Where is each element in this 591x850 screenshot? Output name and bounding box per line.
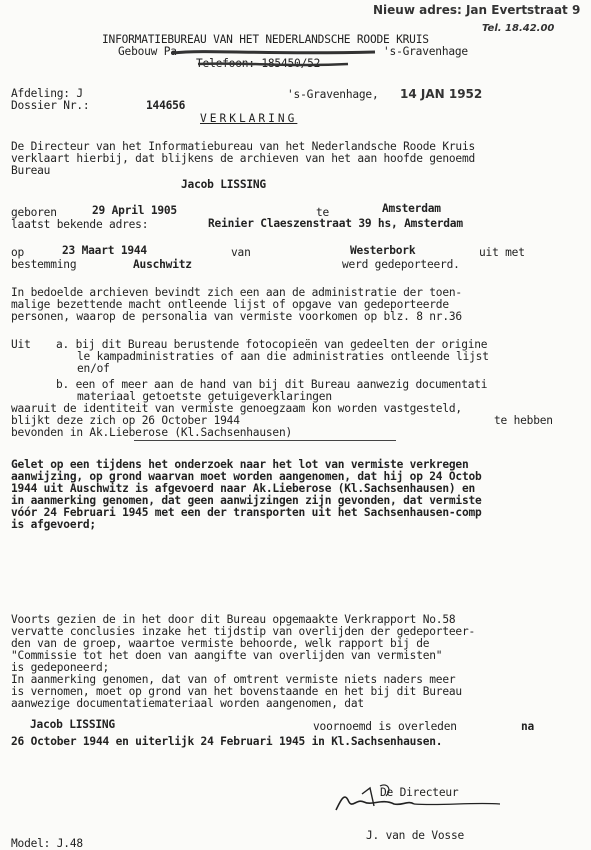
archives-line-3: personen, waarop de personalia van vermiste voorkomen op blz. 8 nr.36 xyxy=(11,310,462,323)
typed-line-5: vóór 24 Februari 1945 met een der transporten uit het Sachsenhausen-comp xyxy=(11,506,482,519)
model-code: Model: J.48 xyxy=(11,837,83,850)
list-a-line-1: a. bij dit Bureau berustende fotocopieën van gedeelten der origine xyxy=(56,338,488,351)
archives-line-1: In bedoelde archieven bevindt zich een aan de administratie der toen- xyxy=(11,286,462,299)
conclusion-line-3: den van de groep, waartoe vermiste behoorde, welk rapport bij de xyxy=(11,637,430,650)
phone-stamp: Tel. 18.42.00 xyxy=(482,23,555,34)
afdeling-label: Afdeling: J xyxy=(11,87,83,100)
list-a-line-2: le kampadministraties of aan die administraties ontleende lijst xyxy=(77,350,489,363)
address-label: laatst bekende adres: xyxy=(11,218,149,231)
conclusion-line-4: "Commissie tot het doen van aangifte van overlijden van vermisten" xyxy=(11,649,443,662)
list-uit: Uit xyxy=(11,338,31,351)
archives-line-2: malige bezettende macht ontleende lijst of opgave van gedeporteerde xyxy=(11,298,449,311)
list-b-line-2: materiaal getoetste getuigeverklaringen xyxy=(77,390,332,403)
director-label: De Directeur xyxy=(380,786,459,799)
final-na: na xyxy=(521,720,535,733)
header-org-name: INFORMATIEBUREAU VAN HET NEDERLANDSCHE ROODE KRUIS xyxy=(102,33,429,46)
deported-text: werd gedeporteerd. xyxy=(342,258,460,271)
location-date-line: blijkt deze zich op 26 October 1944 xyxy=(11,414,240,427)
new-address-stamp: Nieuw adres: Jan Evertstraat 9 xyxy=(373,3,581,17)
header-city: 's-Gravenhage xyxy=(383,45,468,58)
intro-line-2: verklaart hierbij, dat blijkens de archieven van het aan hoofde genoemd xyxy=(11,152,476,165)
deport-van: van xyxy=(231,246,251,259)
signer-name: J. van de Vosse xyxy=(366,829,465,842)
dossier-label: Dossier Nr.: xyxy=(11,99,90,112)
typed-line-3: 1944 uit Auschwitz is afgevoerd naar Ak.Lieberose (Kl.Sachsenhausen) en xyxy=(11,482,476,495)
director-signature xyxy=(322,780,522,820)
list-b-line-1: b. een of meer aan de hand van bij dit Bureau aanwezig documentati xyxy=(56,378,488,391)
conclusion-line-2: vervatte conclusies inzake het tijdstip van overlijden der gedeporteer- xyxy=(11,625,476,638)
typed-line-2: aanwijzing, op grond waarvan moet worden aangenomen, dat hij op 24 Octob xyxy=(11,470,482,483)
place-label: 's-Gravenhage, xyxy=(287,88,379,101)
deport-origin: Westerbork xyxy=(350,244,416,257)
location-camp-line: bevonden in Ak.Lieberose (Kl.Sachsenhausen) xyxy=(11,426,293,439)
conclusion-line-7: is vernomen, moet op grond van het bovenstaande en het bij dit Bureau xyxy=(11,685,462,698)
final-overleden: voornoemd is overleden xyxy=(313,720,457,733)
conclusion-line-1: Voorts gezien de in het door dit Bureau opgemaakte Verkrapport No.58 xyxy=(11,613,456,626)
birth-date: 29 April 1905 xyxy=(92,204,177,217)
conclusion-line-6: In aanmerking genomen, dat van of omtrent vermiste niets naders meer xyxy=(11,673,456,686)
location-underline xyxy=(134,440,396,441)
birth-te: te xyxy=(316,206,330,219)
date-stamp: 14 JAN 1952 xyxy=(400,87,483,101)
deport-date: 23 Maart 1944 xyxy=(62,244,147,257)
header-phone: Telefoon: 185450/52 xyxy=(196,57,321,70)
intro-line-1: De Directeur van het Informatiebureau van het Nederlandsche Roode Kruis xyxy=(11,140,476,153)
conclusion-line-8: aanwezige documentatiemateriaal worden aangenomen, dat xyxy=(11,697,364,710)
typed-line-1: Gelet op een tijdens het onderzoek naar het lot van vermiste verkregen xyxy=(11,458,469,471)
destination-label: bestemming xyxy=(11,258,77,271)
final-name: Jacob LISSING xyxy=(30,718,115,731)
birth-label: geboren xyxy=(11,206,57,219)
typed-line-6: is afgevoerd; xyxy=(11,518,96,531)
typed-line-4: in aanmerking genomen, dat geen aanwijzingen zijn gevonden, dat vermiste xyxy=(11,494,482,507)
destination: Auschwitz xyxy=(133,258,192,271)
identity-line: waaruit de identiteit van vermiste genoegzaam kon worden vastgesteld, xyxy=(11,402,462,415)
list-a-line-3: en/of xyxy=(77,362,110,375)
birth-place: Amsterdam xyxy=(382,202,441,215)
conclusion-line-5: is gedeponeerd; xyxy=(11,661,110,674)
last-address: Reinier Claeszenstraat 39 hs, Amsterdam xyxy=(208,217,463,230)
location-te-hebben: te hebben xyxy=(494,414,553,427)
deport-uit-met: uit met xyxy=(479,246,525,259)
final-date-range: 26 October 1944 en uiterlijk 24 Februari 1945 in Kl.Sachsenhausen. xyxy=(11,735,443,748)
intro-line-3: Bureau xyxy=(11,164,51,177)
deport-op: op xyxy=(11,246,25,259)
dossier-number: 144656 xyxy=(146,99,186,112)
strikeout-marks xyxy=(170,45,380,73)
header-address-prefix: Gebouw Pa xyxy=(118,45,177,58)
document-title: VERKLARING xyxy=(200,112,298,125)
person-name: Jacob LISSING xyxy=(181,178,266,191)
